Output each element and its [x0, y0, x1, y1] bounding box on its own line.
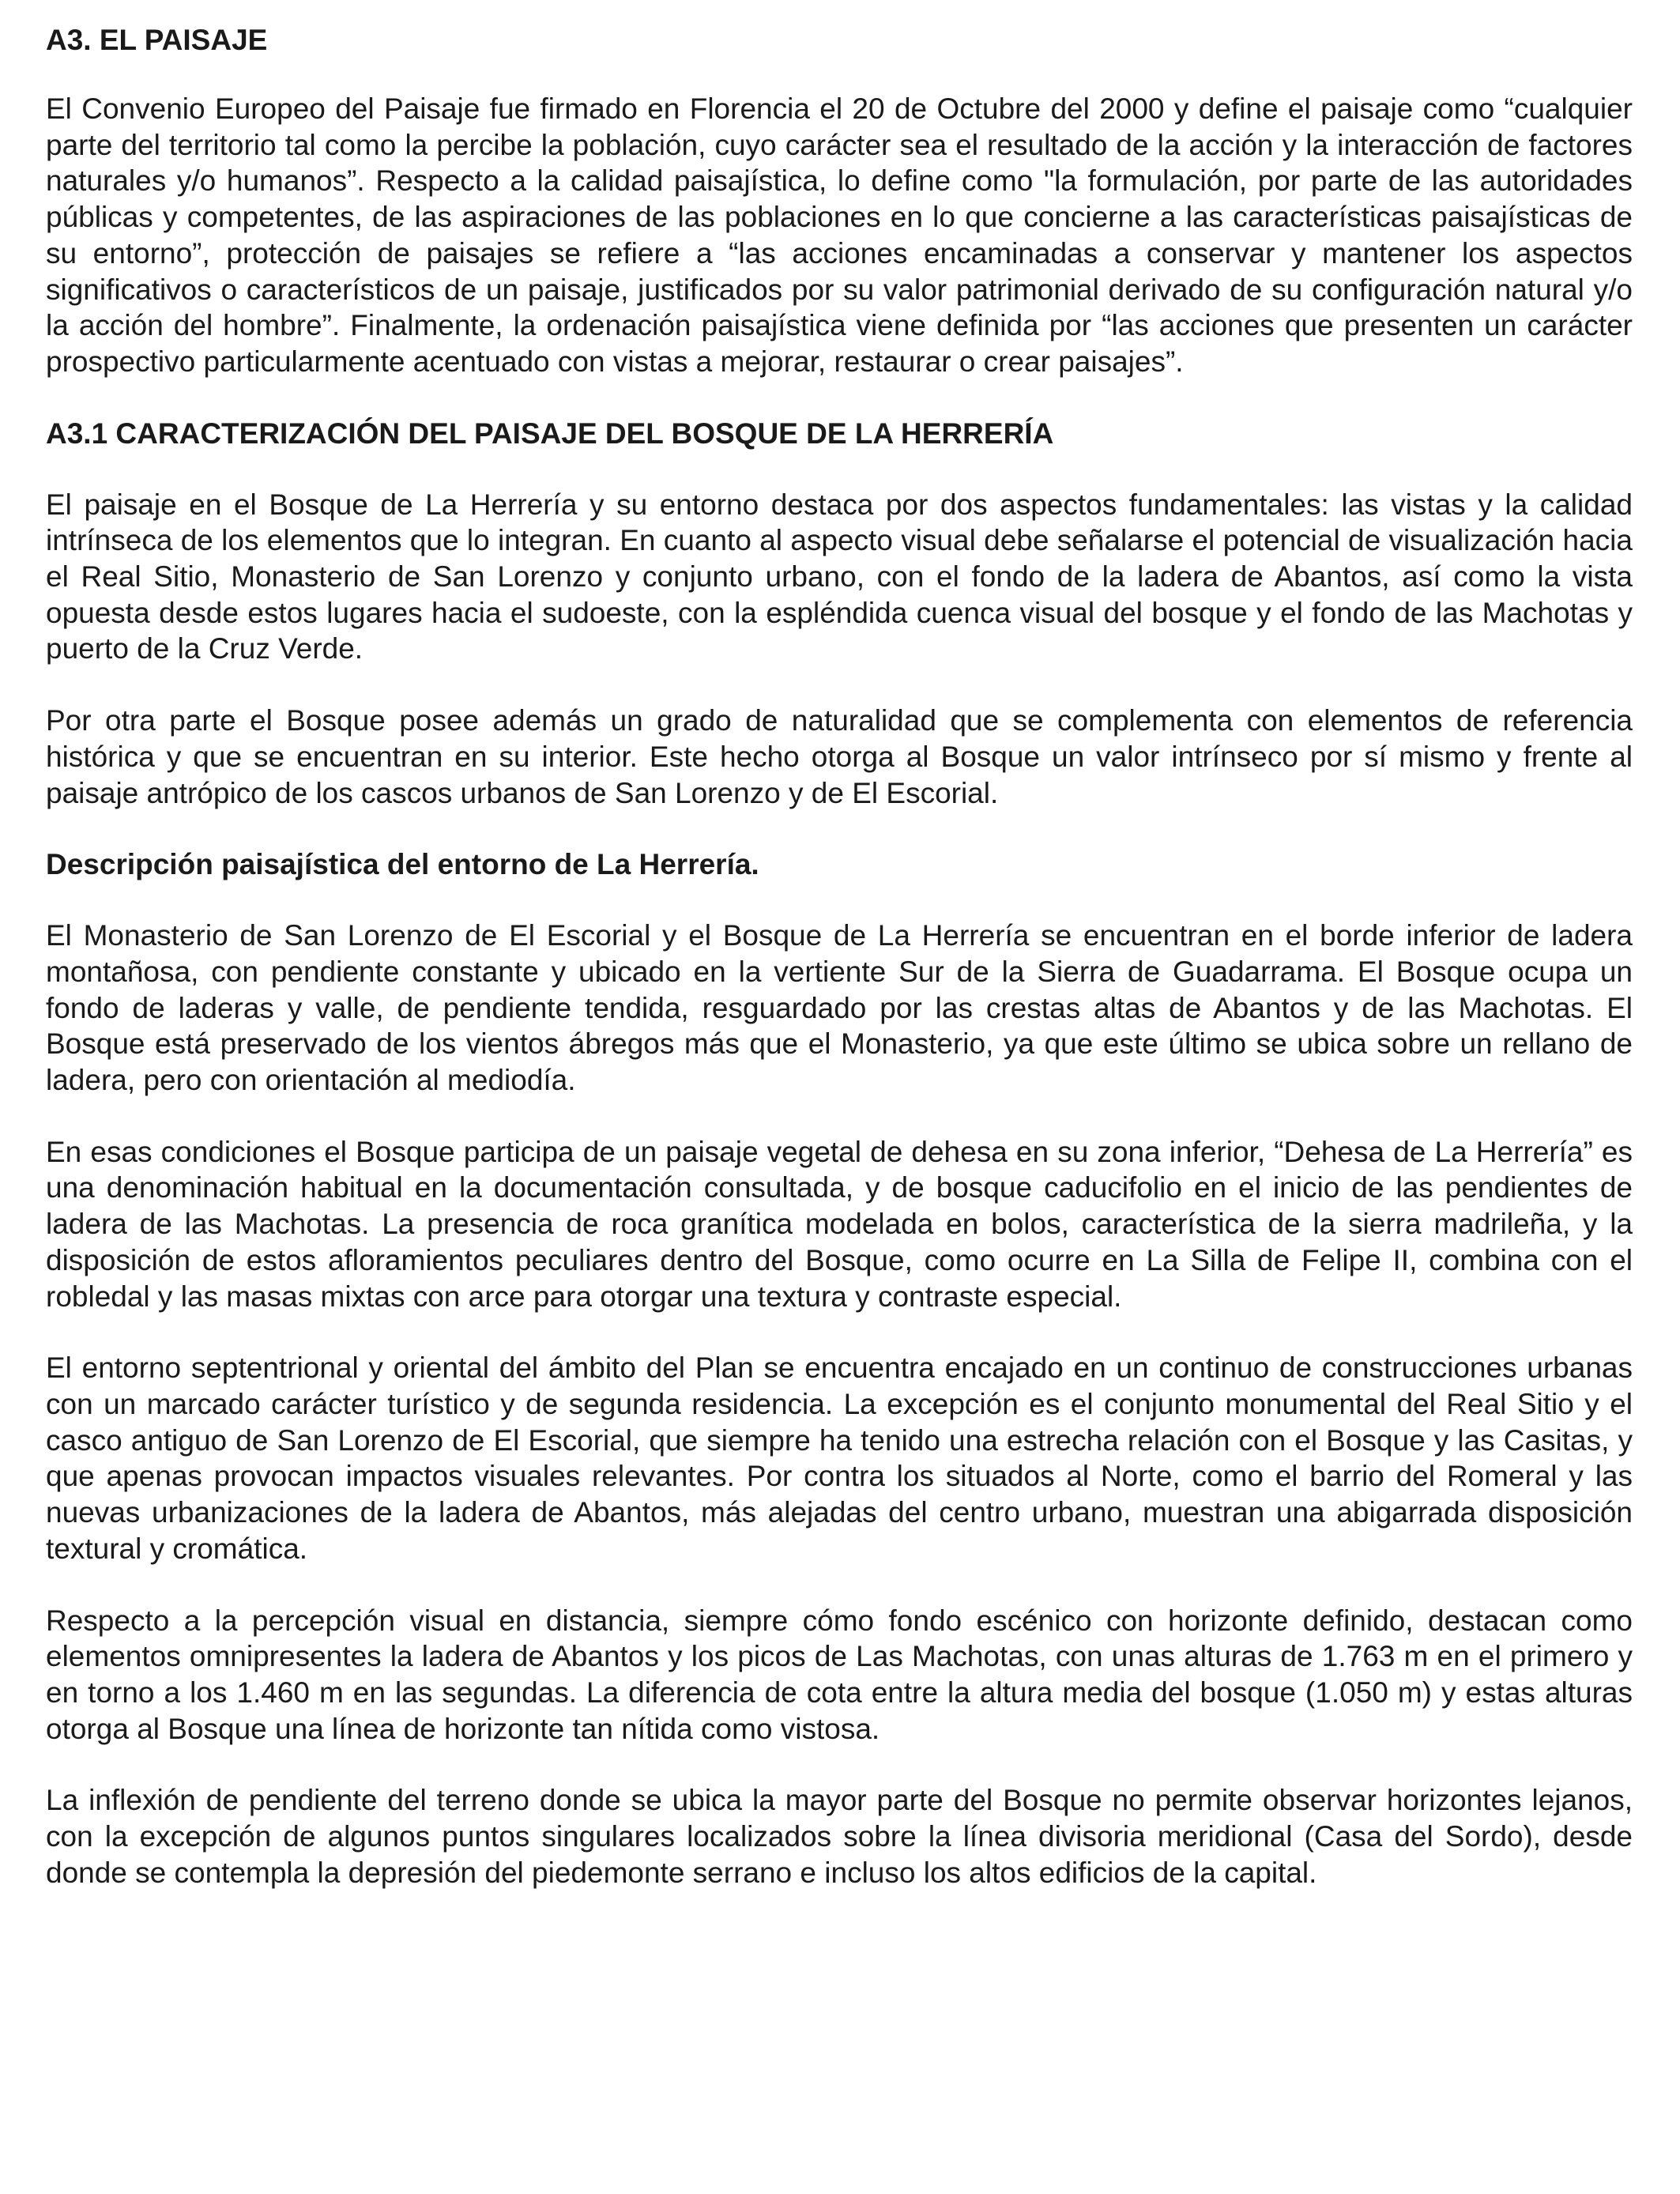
- paragraph-entorno: El entorno septentrional y oriental del ámbito del Plan se encuentra encajado en un continuo de construcciones urbanas con un marcado carácter turístico y de segunda residencia. La excepción es el conjunto monumental del Real Sitio y el casco antiguo de San Lorenzo de El Escorial, que siempre ha tenido una estrecha relación con el Bosque y las Casitas, y que apenas provocan impactos visuales relevantes. Por contra los situados al Norte, como el barrio del Romeral y las nuevas urbanizaciones de la ladera de Abantos, más alejadas del centro urbano, muestran una abigarrada disposición textural y cromática.: [46, 1351, 1633, 1565]
- paragraph-dehesa: En esas condiciones el Bosque participa de un paisaje vegetal de dehesa en su zona inferior, “Dehesa de La Herrería” es una denominación habitual en la documentación consultada, y de bosque caducifolio en el inicio de las pendientes de ladera de las Machotas. La presencia de roca granítica modelada en bolos, característica de la sierra madrileña, y la disposición de estos afloramientos peculiares dentro del Bosque, como ocurre en La Silla de Felipe II, combina con el robledal y las masas mixtas con arce para otorgar una textura y contraste especial.: [46, 1135, 1633, 1313]
- section-heading-a3-1: A3.1 CARACTERIZACIÓN DEL PAISAJE DEL BOSQUE DE LA HERRERÍA: [46, 417, 1054, 450]
- paragraph-vistas: El paisaje en el Bosque de La Herrería y su entorno destaca por dos aspectos fundamentales: las vistas y la calidad intrínseca de los elementos que lo integran. En cuanto al aspecto visual debe señalarse el potencial de visualización hacia el Real Sitio, Monasterio de San Lorenzo y conjunto urbano, con el fondo de la ladera de Abantos, así como la vista opuesta desde estos lugares hacia el sudoeste, con la espléndida cuenca visual del bosque y el fondo de las Machotas y puerto de la Cruz Verde.: [46, 488, 1633, 665]
- paragraph-naturalidad: Por otra parte el Bosque posee además un grado de naturalidad que se complementa con elementos de referencia histórica y que se encuentran en su interior. Este hecho otorga al Bosque un valor intrínseco por sí mismo y frente al paisaje antrópico de los cascos urbanos de San Lorenzo y de El Escorial.: [46, 704, 1633, 809]
- paragraph-convenio: El Convenio Europeo del Paisaje fue firmado en Florencia el 20 de Octubre del 2000 y define el paisaje como “cualquier parte del territorio tal como la percibe la población, cuyo carácter sea el resultado de la acción y la interacción de factores naturales y/o humanos”. Respecto a la calidad paisajística, lo define como "la formulación, por parte de las autoridades públicas y competentes, de las aspiraciones de las poblaciones en lo que concierne a las características paisajísticas de su entorno”, protección de paisajes se refiere a “las acciones encaminadas a conservar y mantener los aspectos significativos o característicos de un paisaje, justificados por su valor patrimonial derivado de su configuración natural y/o la acción del hombre”. Finalmente, la ordenación paisajística viene definida por “las acciones que presenten un carácter prospectivo particularmente acentuado con vistas a mejorar, restaurar o crear paisajes”.: [46, 92, 1633, 378]
- section-heading-a3: A3. EL PAISAJE: [46, 24, 268, 56]
- document-page: [46, 22, 1633, 1891]
- paragraph-inflexion: La inflexión de pendiente del terreno donde se ubica la mayor parte del Bosque no permite observar horizontes lejanos, con la excepción de algunos puntos singulares localizados sobre la línea divisoria meridional (Casa del Sordo), desde donde se contempla la depresión del piedemonte serrano e incluso los altos edificios de la capital.: [46, 1784, 1633, 1889]
- subheading-descripcion: Descripción paisajística del entorno de La Herrería.: [46, 848, 759, 881]
- paragraph-percepcion: Respecto a la percepción visual en distancia, siempre cómo fondo escénico con horizonte definido, destacan como elementos omnipresentes la ladera de Abantos y los picos de Las Machotas, con unas alturas de 1.763 m en el primero y en torno a los 1.460 m en las segundas. La diferencia de cota entre la altura media del bosque (1.050 m) y estas alturas otorga al Bosque una línea de horizonte tan nítida como vistosa.: [46, 1604, 1633, 1745]
- paragraph-monasterio: El Monasterio de San Lorenzo de El Escorial y el Bosque de La Herrería se encuentran en el borde inferior de ladera montañosa, con pendiente constante y ubicado en la vertiente Sur de la Sierra de Guadarrama. El Bosque ocupa un fondo de laderas y valle, de pendiente tendida, resguardado por las crestas altas de Abantos y de las Machotas. El Bosque está preservado de los vientos ábregos más que el Monasterio, ya que este último se ubica sobre un rellano de ladera, pero con orientación al mediodía.: [46, 919, 1633, 1097]
